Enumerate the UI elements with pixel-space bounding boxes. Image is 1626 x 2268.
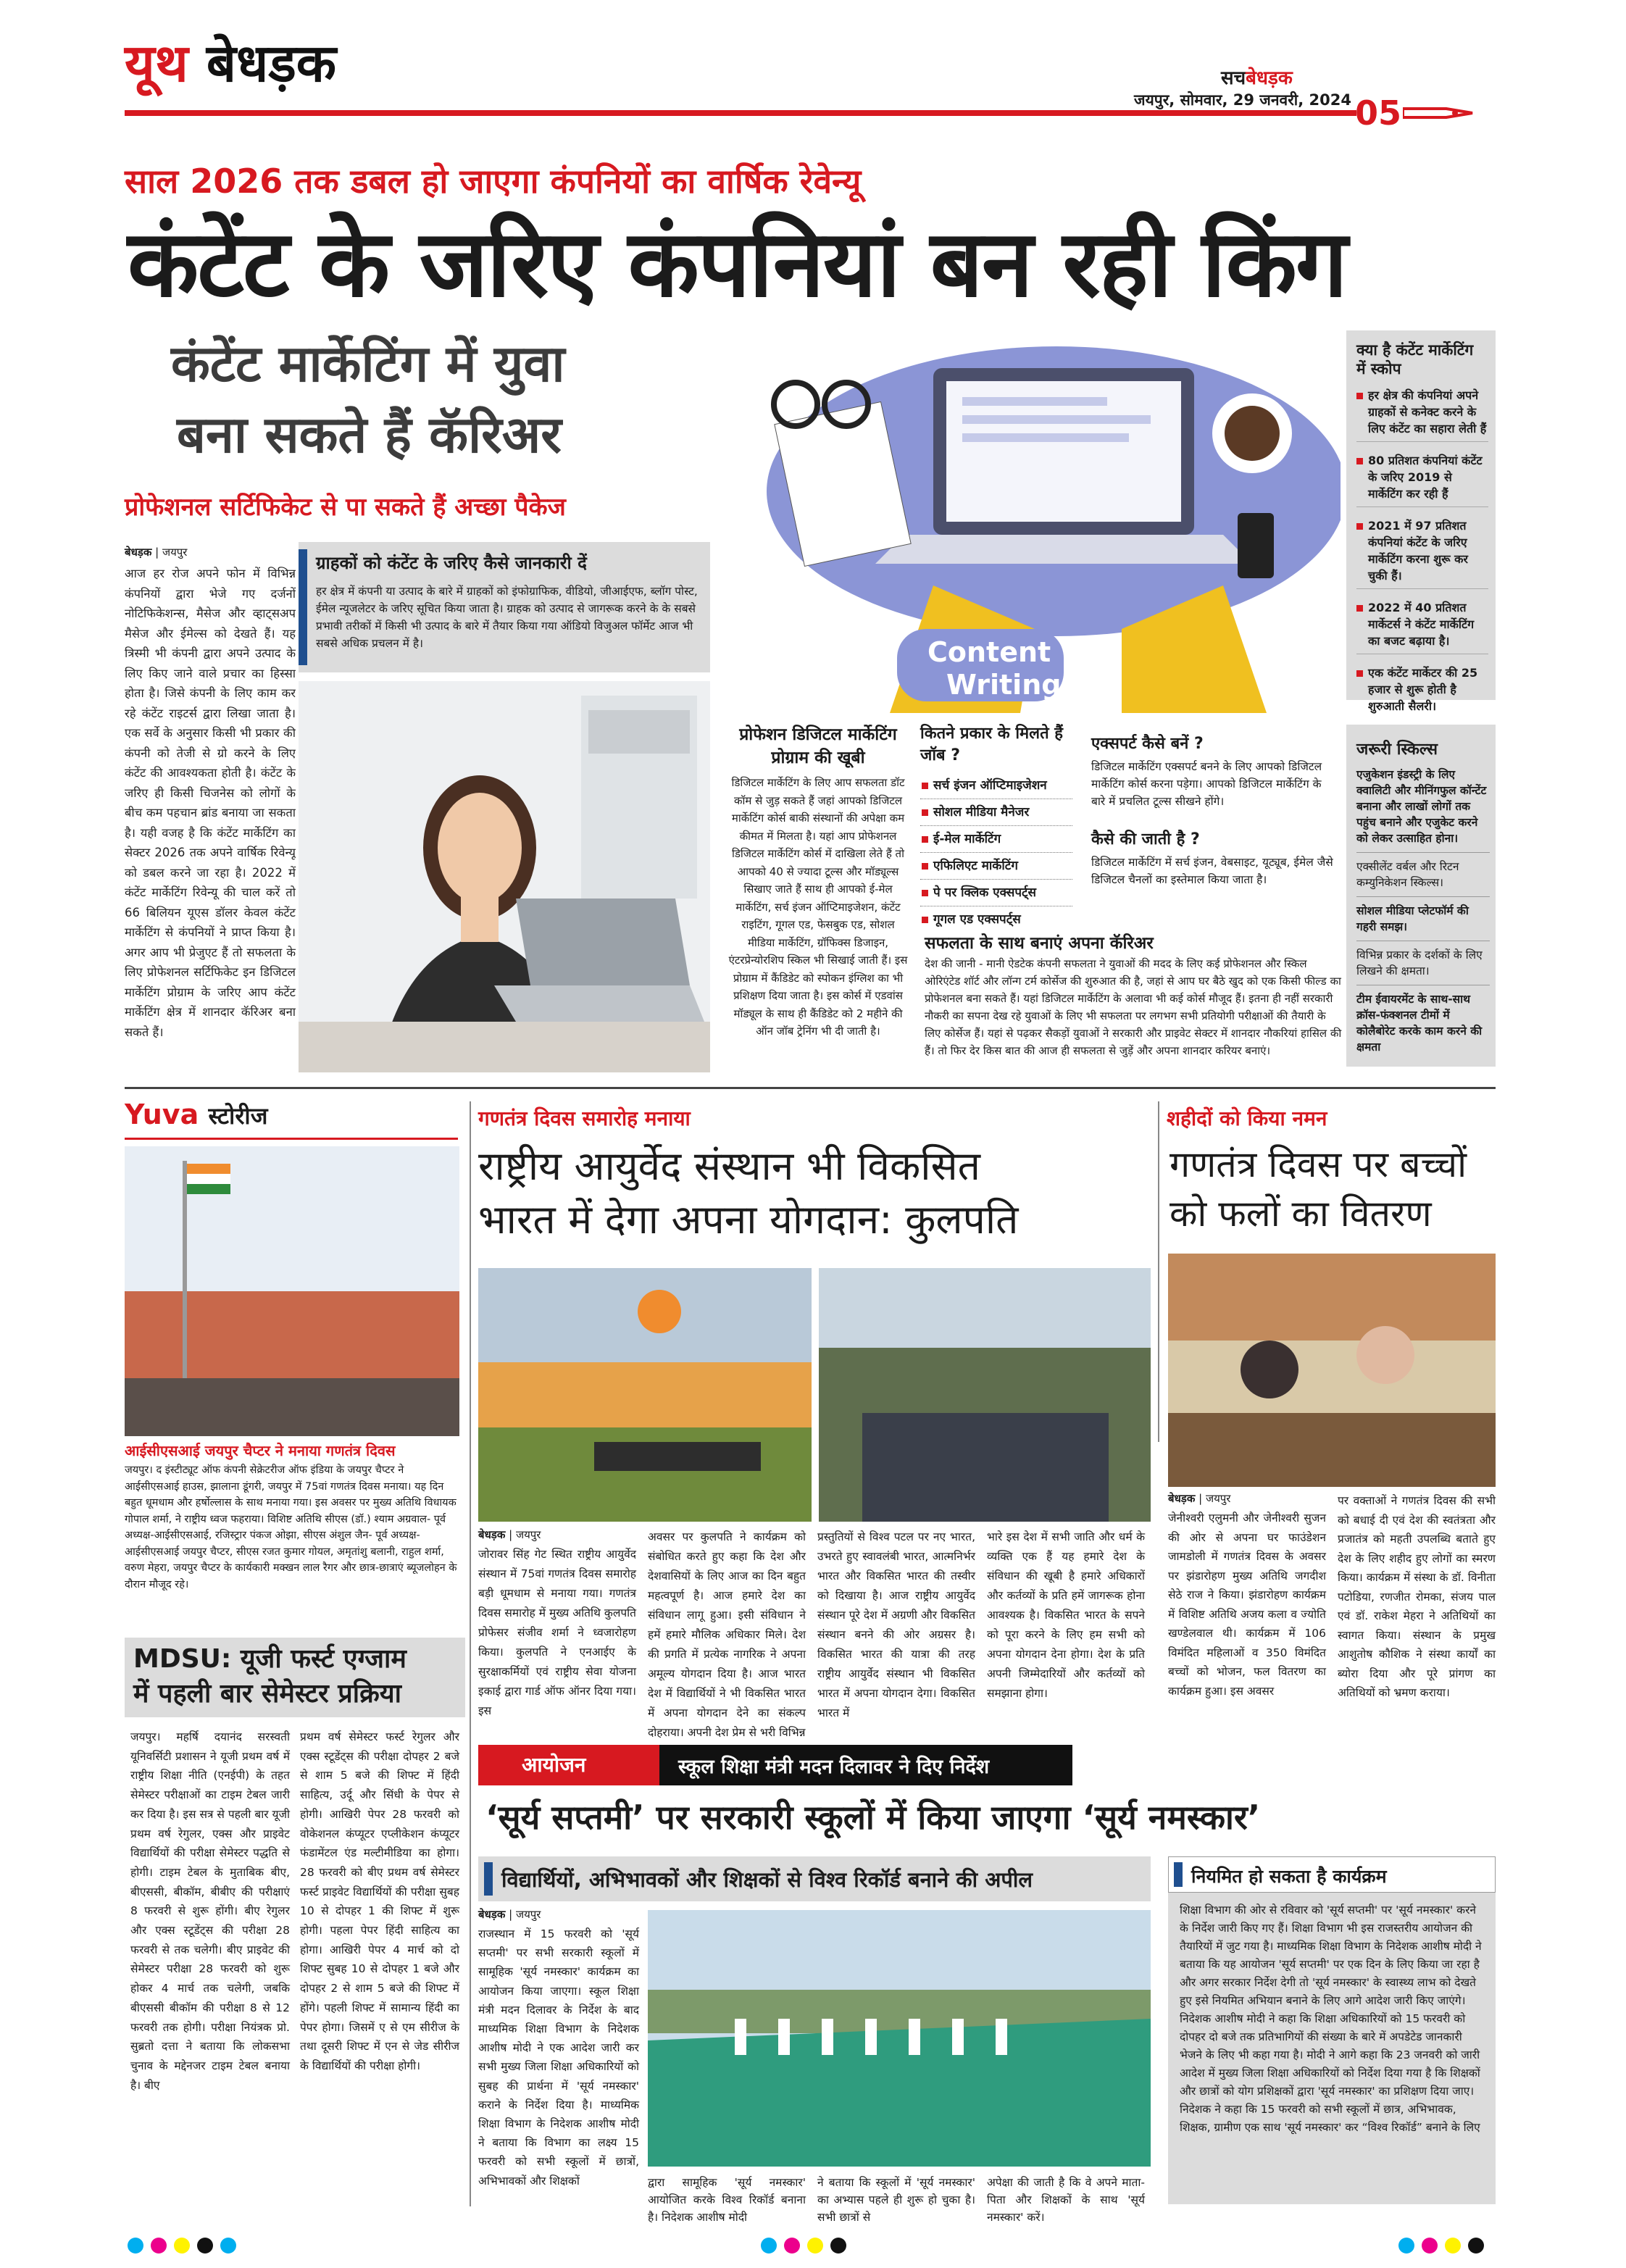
scope-item: 80 प्रतिशत कंपनियां कंटेंट के जरिए 2019 से मार्केटिंग कर रही हैं (1356, 452, 1488, 507)
page-number: 05 (1355, 93, 1402, 133)
ayurveda-kicker: गणतंत्र दिवस समारोह मनाया (478, 1106, 691, 1130)
surya-headline: ‘सूर्य सप्तमी’ पर सरकारी स्कूलों में किया जाएगा ‘सूर्य नमस्कार’ (485, 1798, 1261, 1837)
surya-deck (478, 1856, 1151, 1901)
yuva-label (125, 1098, 267, 1131)
masthead (0, 0, 1626, 152)
regular-program-box (1168, 1856, 1496, 2204)
cyan-dot-icon (1398, 2238, 1414, 2254)
surya-tag-title: स्कूल शिक्षा मंत्री मदन दिलावर ने दिए निर्देश (678, 1756, 990, 1778)
expert-title: एक्सपर्ट कैसे बनें ? (1091, 735, 1204, 753)
column-divider (1158, 1101, 1159, 1442)
icsi-photo (125, 1146, 459, 1436)
surya-deck-bar (484, 1862, 493, 1896)
section-divider (125, 1087, 1496, 1089)
job-item: सर्च इंजन ऑप्टिमाइजेशन (920, 772, 1072, 799)
magenta-dot-icon (784, 2238, 800, 2254)
skill-item: एक्सीलेंट वर्बल और रिटन कम्युनिकेशन स्किल्स। (1356, 859, 1490, 897)
byline-name: बेधड़क (125, 546, 152, 559)
regular-program-title: नियमित हो सकता है कार्यक्रम (1191, 1866, 1387, 1887)
mdsu-headline-1: MDSU: यूजी फर्स्ट एग्जाम (133, 1644, 406, 1674)
cyan-dot-icon (128, 2238, 143, 2254)
surya-deck-text: विद्यार्थियों, अभिभावकों और शिक्षकों से विश्व रिकॉर्ड बनाने की अपील (501, 1867, 1033, 1892)
black-dot-icon (830, 2238, 846, 2254)
ayurveda-col-3: प्रस्तुतियों से विश्व पटल पर नए भारत, उभरते हुए स्वावलंबी भारत, आत्मनिर्भर भारत और विकसित भारत की तस्वीर को दिखाया है। आज राष्ट्रीय आयुर्वेद संस्थान पूरे देश में अग्रणी और विकसित संस्थान बनने की ओर अग्रसर है। विकसित भारत की यात्रा की तरह राष्ट्रीय आयुर्वेद संस्थान भी विकसित भारत में अपना योगदान देगा। विकसित भारत में (817, 1530, 975, 1719)
scope-item: 2021 में 97 प्रतिशत कंपनियां कंटेंट के जरिए मार्केटिंग करना शुरू कर चुकी हैं। (1356, 517, 1488, 589)
surya-namaskar-photo (648, 1910, 1151, 2167)
job-item: पे पर क्लिक एक्सपर्ट्स (920, 880, 1072, 906)
lead-subhead-2: बना सकते हैं कॅरिअर (177, 405, 562, 464)
ayurveda-byline: बेधड़क | जयपुर (478, 1528, 541, 1541)
skills-title: जरूरी स्किल्स (1356, 741, 1438, 759)
skill-item: सोशल मीडिया प्लेटफॉर्म की गहरी समझ। (1356, 903, 1490, 941)
jobs-title: कितने प्रकार के मिलते हैं जॉब ? (920, 725, 1063, 764)
surya-byline: बेधड़क | जयपुर (478, 1908, 541, 1921)
surya-col-1: राजस्थान में 15 फरवरी को 'सूर्य सप्तमी' पर सभी सरकारी स्कूलों में सामूहिक 'सूर्य नमस्कार' कार्यक्रम का आयोजन किया जाएगा। स्कूल शिक्षा मंत्री मदन दिलावर के निर्देश के बाद माध्यमिक शिक्षा विभाग के निदेशक आशीष मोदी ने एक आदेश जारी कर सभी मुख्य जिला शिक्षा अधिकारियों को सुबह की प्रार्थना में 'सूर्य नमस्कार' कराने के निर्देश दिया है। माध्यमिक शिक्षा विभाग के निदेशक आशीष मोदी ने बताया कि विभाग का लक्ष्य 15 फरवरी को सभी स्कूलों में छात्रों, अभिभावकों और शिक्षकों (478, 1927, 639, 2188)
masthead-rule (125, 110, 1356, 116)
martyrs-kicker: शहीदों को किया नमन (1167, 1106, 1327, 1130)
surya-caption-col-2: ने बताया कि स्कूलों में 'सूर्य नमस्कार' का अभ्यास पहले ही शुरू हो चुका है। सभी छात्रों से (817, 2176, 975, 2224)
mdsu-body-1: जयपुर। महर्षि दयानंद सरस्वती यूनिवर्सिटी प्रशासन ने यूजी प्रथम वर्ष में राष्ट्रीय शिक्षा नीति (एनईपी) के तहत सेमेस्टर परीक्षाओं का टाइम टेबल जारी कर दिया है। इस सत्र से पहली बार यूजी प्रथम वर्ष रेगुलर, एक्स और प्राइवेट विद्यार्थियों की परीक्षा सेमेस्टर पद्धति से होगी। टाइम टेबल के मुताबिक बीए, बीएससी, बीकॉम, बीबीए की परीक्षाएं 8 फरवरी से शुरू होंगी। बीए रेगुलर और एक्स स्टूडेंट्स की परीक्षा 28 फरवरी से तक चलेगी। बीए प्राइवेट की सेमेस्टर परीक्षा 28 फरवरी को शुरू होकर 4 मार्च तक चलेगी, जबकि बीएससी बीकॉम की परीक्षा 8 से 12 फरवरी तक होगी। परीक्षा नियंत्रक प्रो. सुब्रतो दत्ता ने बताया कि लोकसभा चुनाव के मद्देनजर टाइम टेबल बनाया है। बीए (130, 1730, 290, 2092)
surya-caption-col-1: द्वारा सामूहिक 'सूर्य नमस्कार' आयोजित करके विश्व रिकॉर्ड बनाना है। निदेशक आशीष मोदी (648, 2176, 806, 2224)
scope-item: हर क्षेत्र की कंपनियां अपने ग्राहकों से कनेक्ट करने के लिए कंटेंट का सहारा लेती हैं (1356, 387, 1488, 442)
skill-item: एजुकेशन इंडस्ट्री के लिए क्वालिटी और मीनिंगफुल कॉन्टेंट बनाना और लाखों लोगों तक पहुंच बनाने और एजुकेट करने को लेकर उत्साहित होना। (1356, 767, 1490, 853)
program-body: डिजिटल मार्केटिंग के लिए आप सफलता डॉट कॉम से जुड़ सकते हैं जहां आपको डिजिटल मार्केटिंग कोर्स बाकी संस्थानों की अपेक्षा कम कीमत में मिलता है। यहां आप प्रोफेशनल डिजिटल मार्केटिंग कोर्स में दाखिला लेते हैं तो आपको 40 से ज्यादा टूल्स और मॉड्यूल्स सिखाए जाते हैं साथ ही आपको ई-मेल मार्केटिंग, सर्च इंजन ऑप्टिमाइजेशन, कंटेंट राइटिंग, गूगल एड, फेसबुक एड, सोशल मीडिया मार्केटिंग, ग्रॉफिक्स डिजाइन, एंटरप्रेन्योरशिप स्किल भी सिखाई जाती हैं। इस प्रोग्राम में कैंडिडेट को स्पोकन इंग्लिश का भी प्रशिक्षण दिया जाता है। इस कोर्स में एडवांस मॉड्यूल के साथ ही कैंडिडेट को 2 महीने की ऑन जॉब ट्रेनिंग भी दी जाती है। (728, 776, 908, 1038)
how-body: डिजिटल मार्केटिंग में सर्च इंजन, वेबसाइट, यूट्यूब, ईमेल जैसे डिजिटल चैनलों का इस्तेमाल किया जाता है। (1091, 856, 1333, 886)
regular-program-body: शिक्षा विभाग की ओर से रविवार को 'सूर्य सप्तमी' पर 'सूर्य नमस्कार' करने के निर्देश जारी किए गए हैं। शिक्षा विभाग भी इस राजस्तरीय आयोजन की तैयारियों में जुट गया है। माध्यमिक शिक्षा विभाग के निदेशक आशीष मोदी ने बताया कि यह आयोजन 'सूर्य सप्तमी' पर एक दिन के लिए किया जा रहा है और अगर सरकार निर्देश देगी तो 'सूर्य नमस्कार' के स्वास्थ्य लाभ को देखते हुए इसे नियमित अभियान बनाने के लिए आगे आदेश जारी किए जाएंगे। निदेशक आशीष मोदी ने कहा कि शिक्षा अधिकारियों को 15 फरवरी को दोपहर दो बजे तक प्रतिभागियों की संख्या के बारे में अपडेटेड जानकारी भेजने के लिए भी कहा गया है। मोदी ने आगे कहा कि 23 जनवरी को जारी आदेश में मुख्य जिला शिक्षा अधिकारियों को निर्देश दिया गया है कि शिक्षकों और छात्रों को योग प्रशिक्षकों द्वारा 'सूर्य नमस्कार' का प्रशिक्षण दिया जाए। निदेशक ने कहा कि 15 फरवरी को सभी स्कूलों में छात्र, अभिभावक, शिक्षक, ग्रामीण एक साथ 'सूर्य नमस्कार' कर “विश्व रिकॉर्ड” बनाने के लिए (1180, 1904, 1482, 2134)
yellow-dot-icon (807, 2238, 823, 2254)
pen-nib-icon (1403, 100, 1475, 126)
job-item: एफिलिएट मार्केटिंग (920, 853, 1072, 880)
yoga-display-photo (478, 1268, 812, 1522)
skill-item: विभिन्न प्रकार के दर्शकों के लिए लिखने की क्षमता। (1356, 947, 1490, 985)
surya-caption-col-3: अपेक्षा की जाती है कि वे अपने माता-पिता और शिक्षकों के साथ 'सूर्य नमस्कार' करें। (987, 2176, 1145, 2224)
job-item: गूगल एड एक्सपर्ट्स (920, 906, 1072, 933)
fruit-distribution-photo (1168, 1254, 1496, 1487)
masthead-word-2: बेधड़क (206, 32, 337, 93)
yuva-label-word-1: Yuva (125, 1098, 199, 1130)
scope-title: क्या है कंटेंट मार्केटिंग में स्कोप (1356, 341, 1474, 378)
info-box-title: ग्राहकों को कंटेंट के जरिए कैसे जानकारी दें (316, 553, 587, 573)
martyrs-col-1: जेनीश्वरी एलुमनी और जेनीश्वरी सुजन की ओर से अपना घर फाउंडेशन जामडोली में गणतंत्र दिवस के अवसर पर झंडारोहण मुख्य अतिथि जगदीश सेठे राज ने किया। झंडारोहण कार्यक्रम में विशिष्ट अतिथि अजय कला व ज्योति खण्डेलवाल थी। कार्यक्रम में 106 विमंदित महिलाओं व 350 विमंदित बच्चों को भोजन, फल वितरण का कार्यक्रम हुआ। इस अवसर (1168, 1512, 1326, 1698)
illustration-text-1: Content (927, 636, 1051, 668)
yellow-dot-icon (1445, 2238, 1461, 2254)
how-title: कैसे की जाती है ? (1091, 830, 1200, 849)
print-dots-left (128, 2238, 243, 2256)
icsi-body: जयपुर। द इंस्टीट्यूट ऑफ कंपनी सेक्रेटरीज ऑफ इंडिया के जयपुर चैप्टर ने आईसीएसआई हाउस, झालाना डूंगरी, जयपुर में 75वां गणतंत्र दिवस मनाया। यह दिन बहुत धूमधाम और हर्षोल्लास के साथ मनाया गया। इस अवसर पर मुख्य अतिथि विधायक गोपाल शर्मा, ने राष्ट्रीय ध्वज फहराया। विशिष्ट अतिथि सीएस (डॉ.) श्याम अग्रवाल- पूर्व अध्यक्ष-आईसीएसआई, रजिस्ट्रार पंकज ओझा, सीएस अंशुल जैन- पूर्व अध्यक्ष-आईसीएसआई जयपुर चैप्टर, सीएस रजत कुमार गोयल, अमृतांशु बलानी, राहुल शर्मा, वरुण मेहरा, जयपुर चैप्टर के कार्यकारी मक्खन लाल रैगर और छात्र-छात्राएं ब्यूजलोहन के दौरान मौजूद रहे। (125, 1464, 457, 1590)
scope-list (1356, 387, 1488, 729)
icsi-caption: आईसीएसआई जयपुर चैप्टर ने मनाया गणतंत्र दिवस (125, 1442, 396, 1459)
logo-word-2: बेधड़क (1246, 67, 1293, 89)
martyrs-headline-2: को फलों का वितरण (1170, 1193, 1432, 1235)
byline-name: बेधड़क (478, 1908, 506, 1921)
job-item: ई-मेल मार्केटिंग (920, 826, 1072, 853)
skills-list (1356, 767, 1490, 1055)
info-box-bar (299, 549, 307, 665)
print-dots-center (761, 2238, 854, 2256)
program-title: प्रोफेशन डिजिटल मार्केटिंग प्रोग्राम की खूबी (739, 725, 897, 767)
skill-item: टीम ईवायरमेंट के साथ-साथ क्रॉस-फंक्शनल टीमों में कोलैबोरेट करके काम करने की क्षमता (1356, 993, 1483, 1054)
byline-name: बेधड़क (478, 1528, 506, 1541)
yuva-label-word-2: स्टोरीज (208, 1102, 268, 1130)
column-divider (470, 1101, 471, 2206)
masthead-word-1: यूथ (125, 32, 188, 93)
career-body: देश की जानी - मानी ऐडटेक कंपनी सफलता ने युवाओं की मदद के लिए कई प्रोफेशनल और स्किल ओरिएंटेड शॉर्ट और लॉन्ग टर्म कोर्सेज की शुरुआत की है, जहां से आप घर बैठे खुद को एक किसी फील्ड का प्रोफेशनल बना सकते हैं। यहां डिजिटल मार्केटिंग के अलावा भी कई कोर्स मौजूद हैं। इतना ही नहीं सरकारी नौकरी का सपना देख रहे युवाओं के लिए भी सफलता पर लगभग सभी प्रतियोगी परीक्षाओं की तैयारी के लिए कोर्सेज हैं। यहां से पढ़कर सैकड़ों युवाओं ने सरकारी और प्राइवेट सेक्टर में शानदार नौकरियां हासिल की हैं। तो फिर देर किस बात की आज ही सफलता से जुड़ें और अपना शानदार करियर बनाएं। (925, 957, 1342, 1057)
content-writing-illustration (716, 325, 1341, 713)
black-dot-icon (1468, 2238, 1484, 2254)
byline-place: जयपुर (1205, 1492, 1231, 1505)
woman-laptop-photo (299, 681, 710, 1072)
scope-item: 2022 में 40 प्रतिशत मार्केटर्स ने कंटेंट मार्केटिंग का बजट बढ़ाया है। (1356, 599, 1488, 654)
job-item: सोशल मीडिया मैनेजर (920, 799, 1072, 826)
martyrs-col-2: पर वक्ताओं ने गणतंत्र दिवस की सभी को बधाई दी एवं देश की स्वतंत्रता और प्रजातंत्र को महती उपलब्धि बताते हुए देश के लिए शहीद हुए लोगों का स्मरण किया। कार्यक्रम में संस्था के डॉ. विनीता पटोडिया, रणजीत रोमका, संजय पाल एवं डॉ. राकेश मेहरा ने अतिथियों का स्वागत किया। संस्थान के प्रमुख आशुतोष कौशिक ने संस्था कार्यों का ब्योरा दिया और पूरे प्रांगण का अतिथियों को भ्रमण कराया। (1338, 1494, 1496, 1699)
cyan-dot-icon (761, 2238, 777, 2254)
lead-subhead-3: प्रोफेशनल सर्टिफिकेट से पा सकते हैं अच्छा पैकेज (125, 493, 566, 522)
jobs-list (920, 772, 1072, 933)
cyan-dot-icon (220, 2238, 236, 2254)
scope-sidebar (1346, 330, 1496, 713)
illustration-text-2: Writing (946, 669, 1062, 701)
byline-place: जयपुर (515, 1908, 541, 1921)
print-dots-right (1398, 2238, 1491, 2256)
mdsu-headline-2: में पहली बार सेमेस्टर प्रक्रिया (133, 1679, 401, 1709)
ayurveda-headline-2: भारत में देगा अपना योगदान: कुलपति (478, 1196, 1019, 1243)
mdsu-header (125, 1638, 465, 1717)
ayurveda-col-1: जोरावर सिंह गेट स्थित राष्ट्रीय आयुर्वेद संस्थान में 75वां गणतंत्र दिवस समारोह बड़ी धूमधाम से मनाया गया। गणतंत्र दिवस समारोह में मुख्य अतिथि कुलपति प्रोफेसर संजीव शर्मा ने ध्वजारोहण किया। कुलपति ने एनआईए के सुरक्षाकर्मियों एवं राष्ट्रीय सेवा योजना इकाई द्वारा गार्ड ऑफ ऑनर दिया गया। इस (478, 1548, 636, 1717)
martyrs-headline-1: गणतंत्र दिवस पर बच्चों (1170, 1143, 1467, 1185)
regular-program-bar (1174, 1862, 1183, 1887)
expert-body: डिजिटल मार्केटिंग एक्सपर्ट बनने के लिए आपको डिजिटल मार्केटिंग कोर्स करना पड़ेगा। आपको डिजिटल मार्केटिंग के बारे में प्रचलित टूल्स सीखने होंगे। (1091, 760, 1322, 808)
martyrs-byline: बेधड़क | जयपुर (1168, 1492, 1231, 1505)
lead-headline: कंटेंट के जरिए कंपनियां बन रही किंग (128, 210, 1346, 318)
info-box (299, 542, 710, 672)
info-box-body: हर क्षेत्र में कंपनी या उत्पाद के बारे में ग्राहकों को इंफोग्राफिक, वीडियो, जीआईएफ, ब्लॉग पोस्ट, ईमेल न्यूजलेटर के जरिए सूचित किया जाता है। ग्राहक को उत्पाद से जागरूक करने के के सबसे प्रभावी तरीकों में किसी भी उत्पाद के बारे में तैयार किया गया ऑडियो विजुअल फॉर्मेट आज भी सबसे अधिक प्रचलन में है। (316, 585, 698, 650)
audience-photo (819, 1268, 1151, 1522)
skills-box (1346, 725, 1496, 1067)
scope-item: एक कंटेंट मार्केटर की 25 हजार से शुरू होती है शुरुआती सैलरी। (1356, 664, 1488, 719)
surya-tag: आयोजन (522, 1753, 586, 1777)
black-dot-icon (197, 2238, 213, 2254)
lead-kicker: साल 2026 तक डबल हो जाएगा कंपनियों का वार्षिक रेवेन्यू (125, 162, 862, 201)
logo-word-1: सच (1221, 67, 1246, 89)
byline-name: बेधड़क (1168, 1492, 1196, 1505)
surya-tag-bar (478, 1745, 1072, 1785)
lead-body: आज हर रोज अपने फोन में विभिन्न कंपनियों द्वारा भेजे गए दर्जनों नोटिफिकेशन्स, मैसेज और व्हाट्सअप मैसेज और ईमेल्स को देखते हैं। यह त्रिस्मी भी कंपनी द्वारा अपने उत्पाद के लिए किए जाने वाले प्रचार का हिस्सा होता है। जिसे कंपनी के लिए काम कर रहे कंटेंट राइटर्स द्वारा लिखा जाता है। एक सर्वे के अनुसार किसी भी प्रकार की कंपनी को तेजी से ग्रो करने के लिए कंटेंट की आवश्यकता होती है। कंटेंट के जरिए ही किसी चिजनेस को लोगों के बीच कम पहचान ब्रांड बनाया जा सकता है। यही वजह है कि कंटेंट मार्केटिंग का सेक्टर 2026 तक अपने वार्षिक रिवेन्यू को डबल करने जा रहा है। 2022 में कंटेंट मार्केटिंग रिवेन्यू की चाल करें तो 66 बिलियन यूएस डॉलर केवल कंटेंट मार्केटिंग से कंपनियों ने प्राप्त किया है। अगर आप भी प्रेजुएट हैं तो सफलता के लिए प्रोफेशनल सर्टिफिकेट इन डिजिटल मार्केटिंग प्रोग्राम के जरिए आप कंटेंट मार्केटिंग क्षेत्र में शानदार कॅरिअर बना सकते हैं। (125, 567, 296, 1039)
career-title: सफलता के साथ बनाएं अपना कॅरिअर (925, 934, 1154, 953)
masthead-title (125, 30, 336, 96)
magenta-dot-icon (1422, 2238, 1438, 2254)
mdsu-body-2: प्रथम वर्ष सेमेस्टर फर्स्ट रेगुलर और एक्स स्टूडेंट्स की परीक्षा दोपहर 2 बजे से शाम 5 बजे की शिफ्ट में हिंदी साहित्य, उर्दू और सिंधी के पेपर से होगी। आखिरी पेपर 28 फरवरी को वोकेशनल कंप्यूटर एप्लीकेशन कंप्यूटर फंडामेंटल एंड मल्टीमीडिया का होगा। 28 फरवरी को बीए प्रथम वर्ष सेमेस्टर फर्स्ट प्राइवेट विद्यार्थियों की परीक्षा सुबह 10 से दोपहर 1 की शिफ्ट में शुरू होगी। पहला पेपर हिंदी साहित्य का होगा। आखिरी पेपर 4 मार्च को दो शिफ्ट सुबह 10 से दोपहर 1 बजे और दोपहर 2 से शाम 5 बजे की शिफ्ट में होंगे। पहली शिफ्ट में सामान्य हिंदी का पेपर होगा। जिसमें ए से एम सीरीज के तथा दूसरी शिफ्ट में एन से जेड सीरीज के विद्यार्थियों की परीक्षा होगी। (300, 1730, 459, 2072)
ayurveda-headline-1: राष्ट्रीय आयुर्वेद संस्थान भी विकसित (478, 1143, 980, 1189)
byline-place: जयपुर (162, 546, 188, 559)
yellow-dot-icon (174, 2238, 190, 2254)
lead-byline: बेधड़क | जयपुर (125, 546, 188, 559)
logo-mark (1221, 64, 1293, 90)
ayurveda-col-4: भारे इस देश में सभी जाति और धर्म के व्यक्ति एक हैं यह हमारे देश के संविधान की खूबी है हमारे अधिकारों और कर्तव्यों के प्रति हमें जागरूक होना आवश्यक है। विकसित भारत के सपने को पूरा करने के लिए हम सभी को अपना योगदान देना होगा। देश के प्रति अपनी जिम्मेदारियों और कर्तव्यों को समझाना होगा। (987, 1530, 1145, 1700)
dateline: जयपुर, सोमवार, 29 जनवरी, 2024 (1134, 91, 1351, 109)
magenta-dot-icon (151, 2238, 167, 2254)
byline-place: जयपुर (515, 1528, 541, 1541)
lead-subhead-1: कंटेंट मार्केटिंग में युवा (171, 334, 565, 393)
ayurveda-col-2: अवसर पर कुलपति ने कार्यक्रम को संबोधित करते हुए कहा कि देश और देशवासियों के लिए आज का दिन बहुत महत्वपूर्ण है। आज हमारे देश का संविधान लागू हुआ। इसी संविधान ने हमें हमारे मौलिक अधिकार मिले। देश की प्रगति में प्रत्येक नागरिक ने अपना अमूल्य योगदान दिया है। आज भारत देश में विद्यार्थियों ने भी विकसित भारत में अपना योगदान देने का संकल्प दोहराया। अपनी देश प्रेम से भरी विभिन्न (648, 1530, 806, 1739)
yuva-rule (125, 1138, 458, 1140)
